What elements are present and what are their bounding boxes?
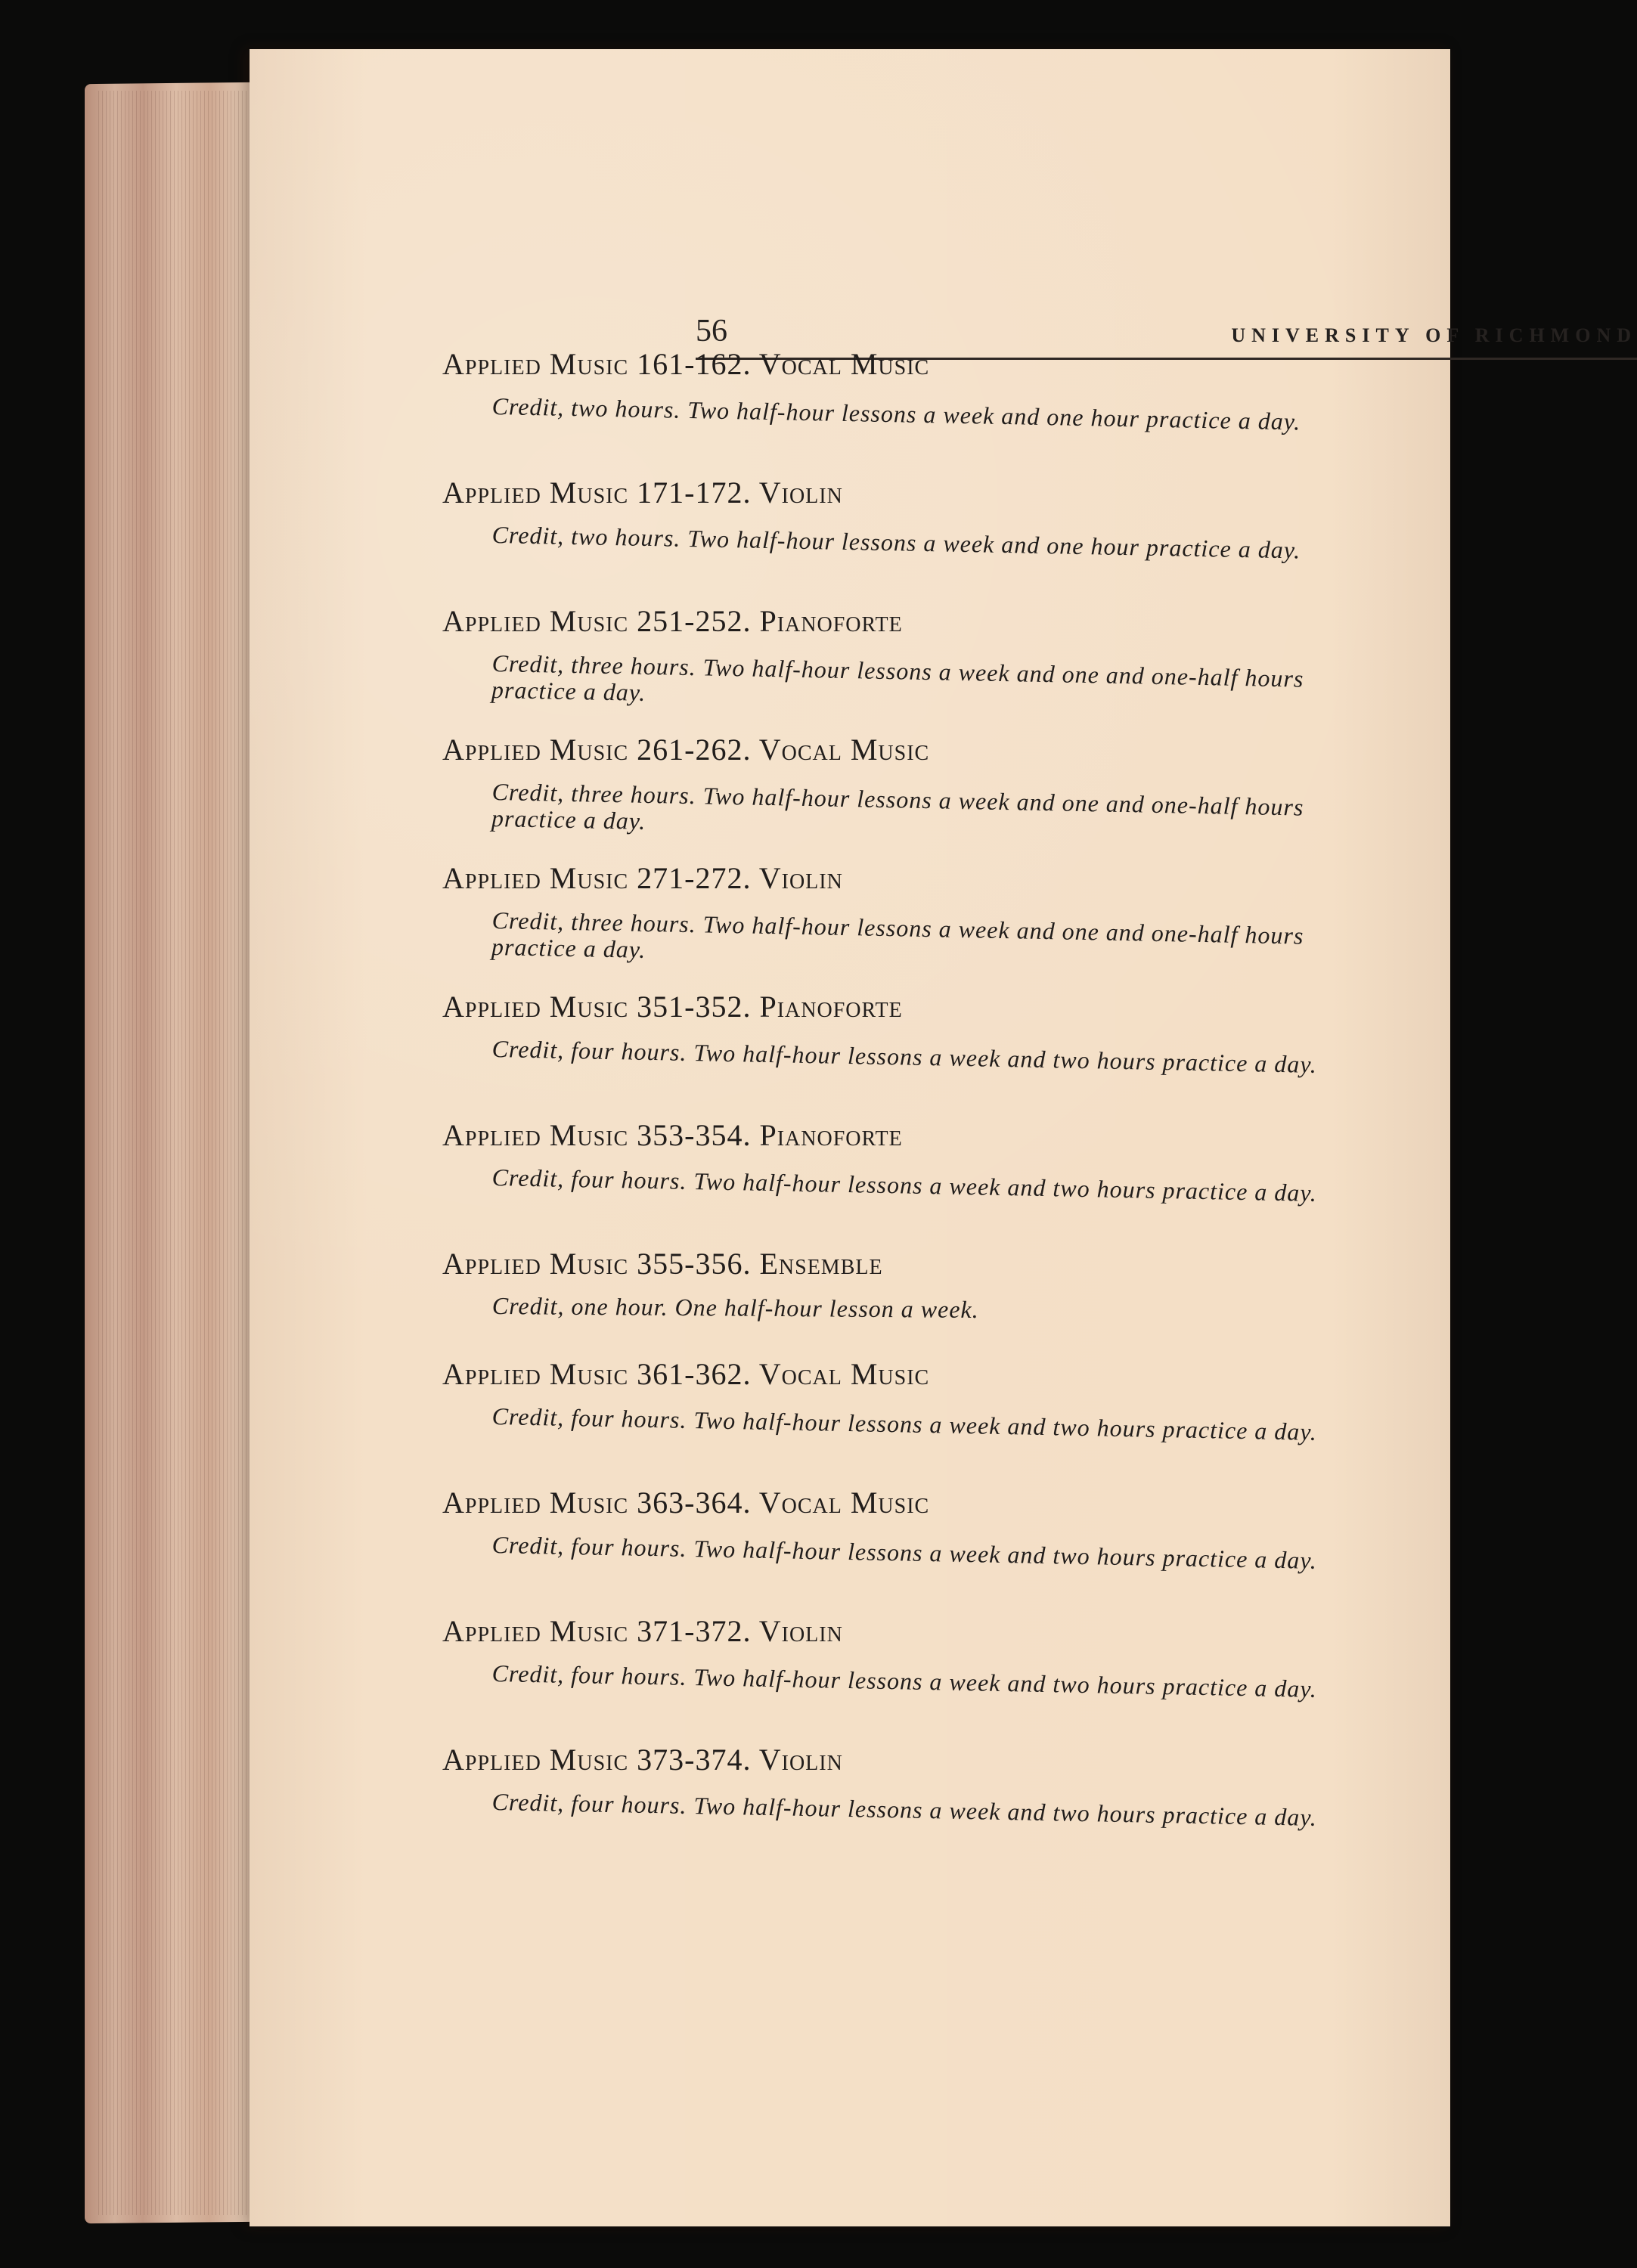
course-title: Applied Music 361-362. Vocal Music [442,1357,930,1391]
course-title: Applied Music 371-372. Violin [442,1614,843,1648]
running-title: UNIVERSITY OF RICHMOND [1231,324,1637,346]
course-title: Applied Music 261-262. Vocal Music [442,733,930,767]
course-description: Credit, four hours. Two half-hour lessons a week and two hours practice a day. [491,1402,1318,1445]
course-entry [442,349,1395,478]
course-entry [442,735,1395,863]
course-description: Credit, two hours. Two half-hour lessons a week and one hour practice a day. [491,521,1301,564]
course-title: Applied Music 251-252. Pianoforte [442,604,903,638]
course-entry [442,863,1395,992]
course-title: Applied Music 373-374. Violin [442,1743,843,1777]
course-description: Credit, three hours. Two half-hour lessons a week and one and one-half hours practice a day. [491,778,1304,835]
course-description: Credit, four hours. Two half-hour lessons a week and two hours practice a day. [491,1788,1318,1831]
course-entry [442,1616,1395,1745]
course-entry [442,1359,1395,1488]
course-title: Applied Music 351-352. Pianoforte [442,990,903,1024]
course-title: Applied Music 161-162. Vocal Music [442,347,930,381]
course-description: Credit, one hour. One half-hour lesson a week. [491,1292,979,1324]
course-title: Applied Music 363-364. Vocal Music [442,1486,930,1520]
course-description: Credit, four hours. Two half-hour lessons a week and two hours practice a day. [491,1163,1318,1207]
course-title: Applied Music 355-356. Ensemble [442,1247,883,1281]
page-number: 56 [696,314,727,349]
course-entry [442,1488,1395,1616]
course-entry [442,1745,1395,1873]
course-list [442,349,1395,1873]
course-entry [442,1120,1395,1249]
course-title: Applied Music 353-354. Pianoforte [442,1118,903,1152]
course-description: Credit, two hours. Two half-hour lessons a week and one hour practice a day. [491,392,1301,435]
course-entry [442,992,1395,1120]
course-entry [442,478,1395,606]
course-description: Credit, four hours. Two half-hour lessons a week and two hours practice a day. [491,1035,1318,1078]
course-description: Credit, three hours. Two half-hour lessons a week and one and one-half hours practice a day. [491,906,1304,963]
book-page-edge-lines [98,91,250,2215]
course-title: Applied Music 171-172. Violin [442,476,843,510]
course-description: Credit, three hours. Two half-hour lessons a week and one and one-half hours practice a day. [491,649,1304,706]
course-description: Credit, four hours. Two half-hour lessons a week and two hours practice a day. [491,1531,1318,1574]
course-entry [442,1249,1395,1359]
course-title: Applied Music 271-272. Violin [442,861,843,895]
course-entry [442,606,1395,735]
course-description: Credit, four hours. Two half-hour lessons a week and two hours practice a day. [491,1659,1318,1703]
